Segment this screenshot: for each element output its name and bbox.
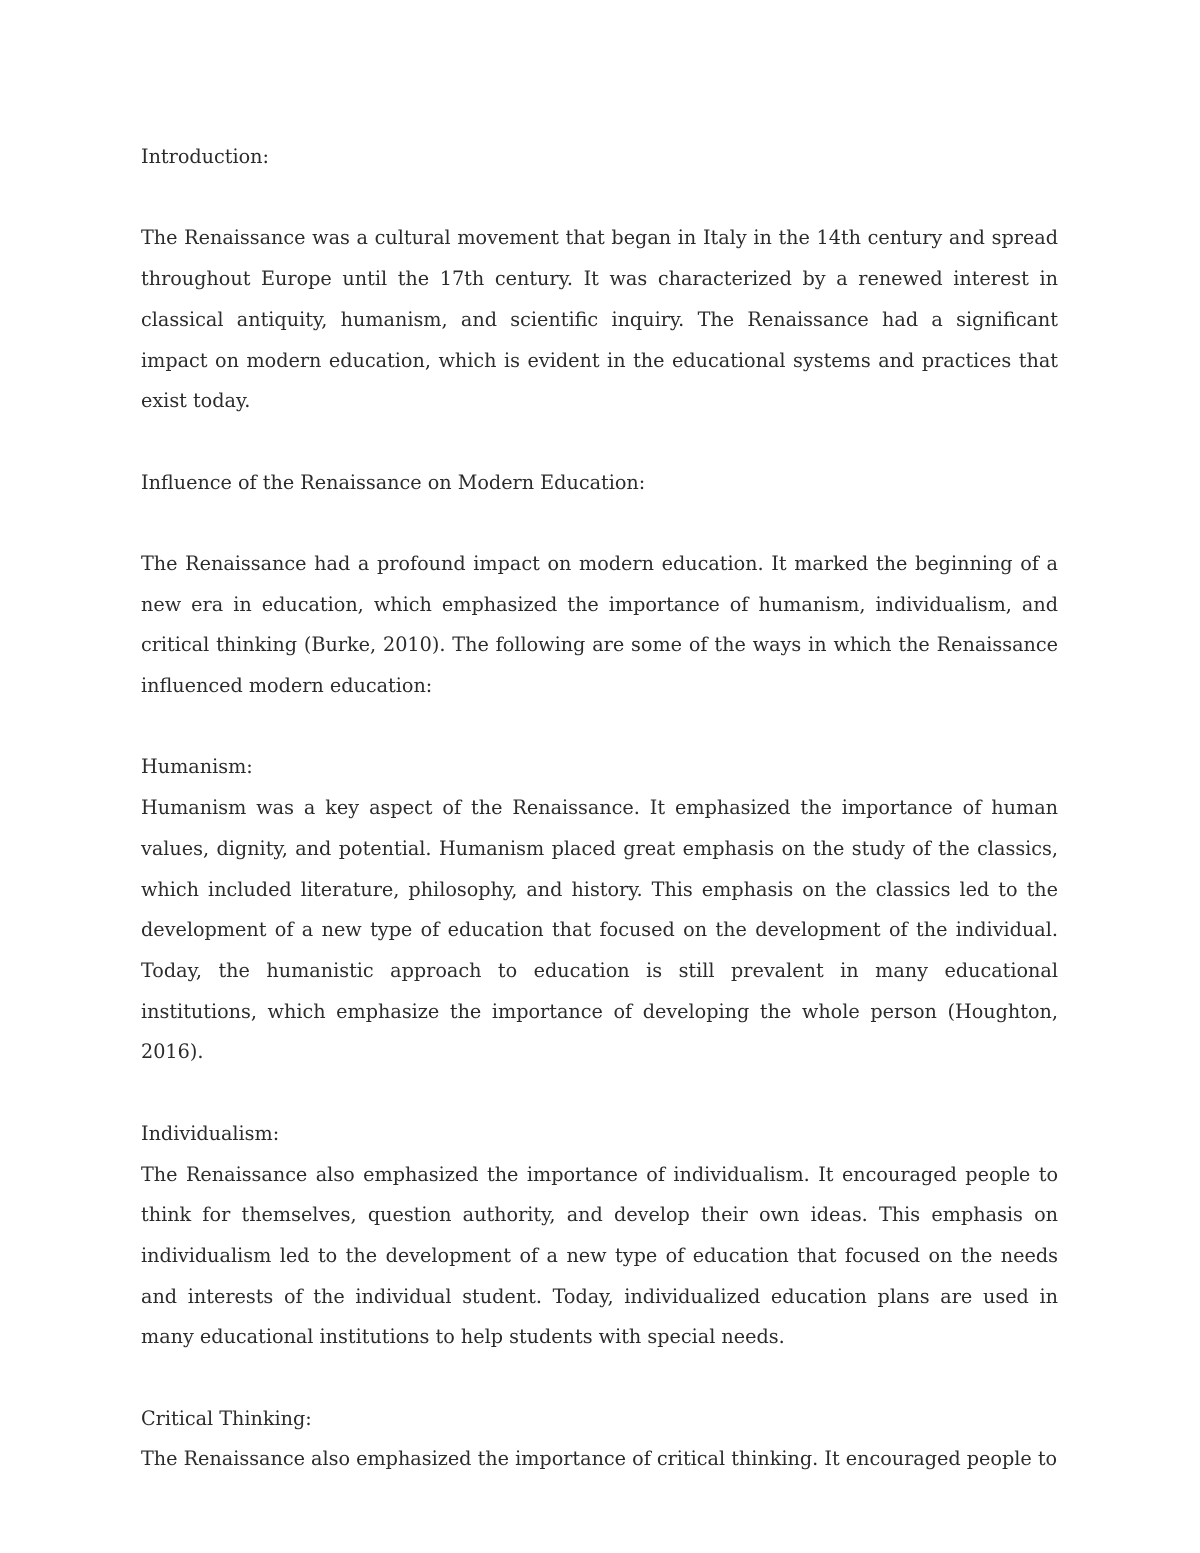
individualism-paragraph: The Renaissance also emphasized the importance of individualism. It encouraged people to think for themselves, question authority, and develop their own ideas. This emphasis on individualism led to the development of a new type of education that focused on the needs and interests of the individual student. Today, individualized education plans are used in many educational institutions to help students with special needs. [141, 1162, 1058, 1349]
paragraph-gap [141, 707, 1058, 748]
humanism-heading: Humanism: [141, 755, 253, 779]
critical-thinking-heading: Critical Thinking: [141, 1406, 312, 1430]
influence-paragraph: The Renaissance had a profound impact on modern education. It marked the beginning of a new era in education, which emphasized the importance of humanism, individualism, and critical thinking (Burke, 2010). The following are some of the ways in which the Renaissance influenced modern education: [141, 551, 1058, 698]
document-body [141, 137, 1058, 1480]
intro-heading: Introduction: [141, 145, 269, 168]
paragraph-gap [141, 503, 1058, 544]
critical-thinking-paragraph: The Renaissance also emphasized the importance of critical thinking. It encouraged people to [141, 1447, 1058, 1471]
paragraph-gap [141, 422, 1058, 463]
paragraph-gap [141, 1358, 1058, 1399]
paragraph-gap [141, 178, 1058, 219]
paragraph-gap [141, 1073, 1058, 1114]
humanism-paragraph: Humanism was a key aspect of the Renaissance. It emphasized the importance of human values, dignity, and potential. Humanism placed great emphasis on the study of the classics, which included literature, philosophy, and history. This emphasis on the classics led to the development of a new type of education that focused on the development of the individual. Today, the humanistic approach to education is still prevalent in many educational institutions, which emphasize the importance of developing the whole person (Houghton, 2016). [141, 796, 1058, 1064]
intro-paragraph: The Renaissance was a cultural movement that began in Italy in the 14th century and spread throughout Europe until the 17th century. It was characterized by a renewed interest in classical antiquity, humanism, and scientific inquiry. The Renaissance had a significant impact on modern education, which is evident in the educational systems and practices that exist today. [141, 226, 1058, 413]
influence-heading: Influence of the Renaissance on Modern Education: [141, 470, 646, 494]
individualism-heading: Individualism: [141, 1121, 280, 1145]
